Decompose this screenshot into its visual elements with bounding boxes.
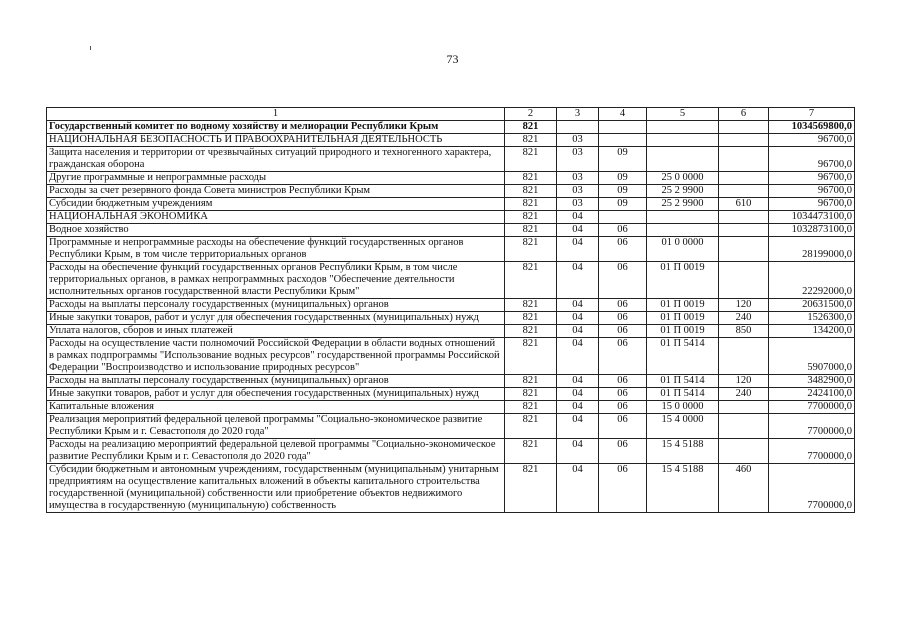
cell-amount: 3482900,0	[769, 375, 855, 388]
table-row	[47, 401, 855, 414]
table-row	[47, 312, 855, 325]
table-row	[47, 211, 855, 224]
cell-code-2: 821	[505, 211, 557, 224]
cell-expense-type: 240	[719, 312, 769, 325]
row-name: Водное хозяйство	[47, 224, 505, 237]
cell-target-item: 01 П 5414	[647, 375, 719, 388]
table-row	[47, 185, 855, 198]
cell-code-2: 821	[505, 121, 557, 134]
row-name: Расходы на реализацию мероприятий федеральной целевой программы "Социально-экономическое развитие Республики Крым и г. Севастополя до 2020 года"	[47, 439, 505, 464]
cell-section	[557, 121, 599, 134]
cell-subsection	[599, 121, 647, 134]
cell-subsection: 06	[599, 439, 647, 464]
cell-amount: 96700,0	[769, 134, 855, 147]
row-name: Уплата налогов, сборов и иных платежей	[47, 325, 505, 338]
cell-amount: 1034569800,0	[769, 121, 855, 134]
cell-section: 04	[557, 464, 599, 513]
cell-amount: 7700000,0	[769, 414, 855, 439]
table-row	[47, 147, 855, 172]
cell-amount: 1526300,0	[769, 312, 855, 325]
row-name: Субсидии бюджетным учреждениям	[47, 198, 505, 211]
cell-target-item: 15 4 0000	[647, 414, 719, 439]
cell-subsection: 06	[599, 338, 647, 375]
cell-target-item: 15 4 5188	[647, 439, 719, 464]
cell-expense-type	[719, 121, 769, 134]
cell-amount: 96700,0	[769, 172, 855, 185]
cell-code-2: 821	[505, 147, 557, 172]
cell-target-item: 01 П 0019	[647, 299, 719, 312]
cell-amount: 1034473100,0	[769, 211, 855, 224]
cell-target-item	[647, 134, 719, 147]
row-name: Расходы за счет резервного фонда Совета министров Республики Крым	[47, 185, 505, 198]
cell-amount: 96700,0	[769, 185, 855, 198]
cell-subsection: 09	[599, 147, 647, 172]
cell-subsection	[599, 134, 647, 147]
cell-section: 04	[557, 414, 599, 439]
cell-section: 04	[557, 325, 599, 338]
table-row	[47, 464, 855, 513]
cell-expense-type	[719, 237, 769, 262]
cell-expense-type: 610	[719, 198, 769, 211]
cell-expense-type	[719, 147, 769, 172]
table-row	[47, 198, 855, 211]
row-name: НАЦИОНАЛЬНАЯ ЭКОНОМИКА	[47, 211, 505, 224]
cell-section: 04	[557, 262, 599, 299]
cell-amount: 7700000,0	[769, 401, 855, 414]
cell-target-item: 25 2 9900	[647, 185, 719, 198]
cell-expense-type	[719, 134, 769, 147]
cell-subsection: 06	[599, 414, 647, 439]
table-row	[47, 134, 855, 147]
header-row	[47, 108, 855, 121]
cell-subsection: 06	[599, 237, 647, 262]
cell-target-item: 25 0 0000	[647, 172, 719, 185]
cell-code-2: 821	[505, 414, 557, 439]
cell-amount: 5907000,0	[769, 338, 855, 375]
budget-table	[46, 107, 855, 513]
cell-code-2: 821	[505, 198, 557, 211]
table-row	[47, 121, 855, 134]
cell-section: 04	[557, 375, 599, 388]
cell-amount: 22292000,0	[769, 262, 855, 299]
cell-amount: 96700,0	[769, 198, 855, 211]
column-header: 2	[505, 108, 557, 121]
cell-target-item: 01 П 0019	[647, 312, 719, 325]
cell-target-item: 15 0 0000	[647, 401, 719, 414]
cell-code-2: 821	[505, 172, 557, 185]
row-name: Расходы на выплаты персоналу государственных (муниципальных) органов	[47, 375, 505, 388]
cell-section: 03	[557, 172, 599, 185]
cell-subsection: 06	[599, 299, 647, 312]
cell-code-2: 821	[505, 185, 557, 198]
cell-section: 03	[557, 198, 599, 211]
cell-code-2: 821	[505, 312, 557, 325]
table-row	[47, 439, 855, 464]
column-header: 7	[769, 108, 855, 121]
row-name: Расходы на осуществление части полномочий Российской Федерации в области водных отношений в рамках подпрограммы "Использование водных ресурсов" государственной программы Российской Федерации "Воспроизводство и использование природных ресурсов"	[47, 338, 505, 375]
cell-expense-type	[719, 414, 769, 439]
cell-code-2: 821	[505, 299, 557, 312]
cell-expense-type	[719, 211, 769, 224]
cell-target-item: 15 4 5188	[647, 464, 719, 513]
cell-subsection: 06	[599, 224, 647, 237]
cell-expense-type: 850	[719, 325, 769, 338]
cell-subsection: 06	[599, 375, 647, 388]
column-header: 4	[599, 108, 647, 121]
row-name: Программные и непрограммные расходы на обеспечение функций государственных органов Республики Крым, в том числе территориальных органов	[47, 237, 505, 262]
row-name: Реализация мероприятий федеральной целевой программы "Социально-экономическое развитие Республики Крым и г. Севастополя до 2020 года"	[47, 414, 505, 439]
cell-target-item: 01 П 0019	[647, 262, 719, 299]
cell-subsection: 09	[599, 198, 647, 211]
cell-subsection: 06	[599, 312, 647, 325]
cell-section: 04	[557, 338, 599, 375]
cell-expense-type	[719, 185, 769, 198]
cell-section: 03	[557, 134, 599, 147]
cell-expense-type: 240	[719, 388, 769, 401]
cell-expense-type: 460	[719, 464, 769, 513]
cell-expense-type	[719, 401, 769, 414]
row-name: Защита населения и территории от чрезвычайных ситуаций природного и техногенного характера, гражданская оборона	[47, 147, 505, 172]
cell-subsection: 09	[599, 172, 647, 185]
cell-expense-type	[719, 262, 769, 299]
cell-amount: 1032873100,0	[769, 224, 855, 237]
cell-section: 04	[557, 224, 599, 237]
cell-code-2: 821	[505, 439, 557, 464]
cell-amount: 96700,0	[769, 147, 855, 172]
cell-subsection: 06	[599, 262, 647, 299]
cell-code-2: 821	[505, 325, 557, 338]
cell-code-2: 821	[505, 388, 557, 401]
table-row	[47, 325, 855, 338]
cell-target-item	[647, 121, 719, 134]
cell-target-item: 01 П 5414	[647, 388, 719, 401]
cell-subsection: 06	[599, 388, 647, 401]
cell-amount: 7700000,0	[769, 464, 855, 513]
cell-amount: 28199000,0	[769, 237, 855, 262]
scan-mark	[90, 46, 91, 50]
cell-amount: 2424100,0	[769, 388, 855, 401]
row-name: Капитальные вложения	[47, 401, 505, 414]
cell-expense-type: 120	[719, 299, 769, 312]
cell-target-item: 25 2 9900	[647, 198, 719, 211]
cell-subsection: 09	[599, 185, 647, 198]
cell-expense-type	[719, 172, 769, 185]
row-name: Расходы на обеспечение функций государственных органов Республики Крым, в том числе территориальных органов, в рамках непрограммных расходов "Обеспечение деятельности исполнительных органов государственной власти Республики Крым"	[47, 262, 505, 299]
table-row	[47, 388, 855, 401]
column-header: 1	[47, 108, 505, 121]
cell-target-item	[647, 211, 719, 224]
cell-section: 04	[557, 312, 599, 325]
cell-section: 04	[557, 299, 599, 312]
row-name: НАЦИОНАЛЬНАЯ БЕЗОПАСНОСТЬ И ПРАВООХРАНИТЕЛЬНАЯ ДЕЯТЕЛЬНОСТЬ	[47, 134, 505, 147]
table-row	[47, 237, 855, 262]
cell-code-2: 821	[505, 338, 557, 375]
cell-target-item	[647, 224, 719, 237]
cell-section: 04	[557, 211, 599, 224]
table-row	[47, 224, 855, 237]
row-name: Другие программные и непрограммные расходы	[47, 172, 505, 185]
cell-expense-type	[719, 338, 769, 375]
cell-section: 03	[557, 185, 599, 198]
table-row	[47, 375, 855, 388]
cell-section: 03	[557, 147, 599, 172]
cell-code-2: 821	[505, 262, 557, 299]
row-name: Государственный комитет по водному хозяйству и мелиорации Республики Крым	[47, 121, 505, 134]
cell-code-2: 821	[505, 464, 557, 513]
cell-target-item	[647, 147, 719, 172]
cell-target-item: 01 П 5414	[647, 338, 719, 375]
table-row	[47, 414, 855, 439]
cell-code-2: 821	[505, 401, 557, 414]
cell-subsection: 06	[599, 464, 647, 513]
row-name: Иные закупки товаров, работ и услуг для обеспечения государственных (муниципальных) нужд	[47, 312, 505, 325]
row-name: Субсидии бюджетным и автономным учреждениям, государственным (муниципальным) унитарным предприятиям на осуществление капитальных вложений в объекты капитального строительства государственной (муниципальной) собственности или приобретение объектов недвижимого имущества в государственную (муниципальную) собственность	[47, 464, 505, 513]
cell-subsection: 06	[599, 401, 647, 414]
cell-target-item: 01 0 0000	[647, 237, 719, 262]
cell-section: 04	[557, 388, 599, 401]
cell-expense-type: 120	[719, 375, 769, 388]
table-row	[47, 172, 855, 185]
table-row	[47, 299, 855, 312]
cell-section: 04	[557, 237, 599, 262]
cell-subsection	[599, 211, 647, 224]
cell-code-2: 821	[505, 224, 557, 237]
cell-code-2: 821	[505, 375, 557, 388]
cell-section: 04	[557, 439, 599, 464]
table-row	[47, 262, 855, 299]
cell-expense-type	[719, 224, 769, 237]
page-number: 73	[446, 52, 459, 66]
cell-amount: 134200,0	[769, 325, 855, 338]
cell-expense-type	[719, 439, 769, 464]
row-name: Иные закупки товаров, работ и услуг для обеспечения государственных (муниципальных) нужд	[47, 388, 505, 401]
cell-code-2: 821	[505, 237, 557, 262]
cell-subsection: 06	[599, 325, 647, 338]
cell-target-item: 01 П 0019	[647, 325, 719, 338]
column-header: 3	[557, 108, 599, 121]
cell-code-2: 821	[505, 134, 557, 147]
cell-amount: 20631500,0	[769, 299, 855, 312]
table-row	[47, 338, 855, 375]
row-name: Расходы на выплаты персоналу государственных (муниципальных) органов	[47, 299, 505, 312]
cell-amount: 7700000,0	[769, 439, 855, 464]
column-header: 5	[647, 108, 719, 121]
column-header: 6	[719, 108, 769, 121]
cell-section: 04	[557, 401, 599, 414]
